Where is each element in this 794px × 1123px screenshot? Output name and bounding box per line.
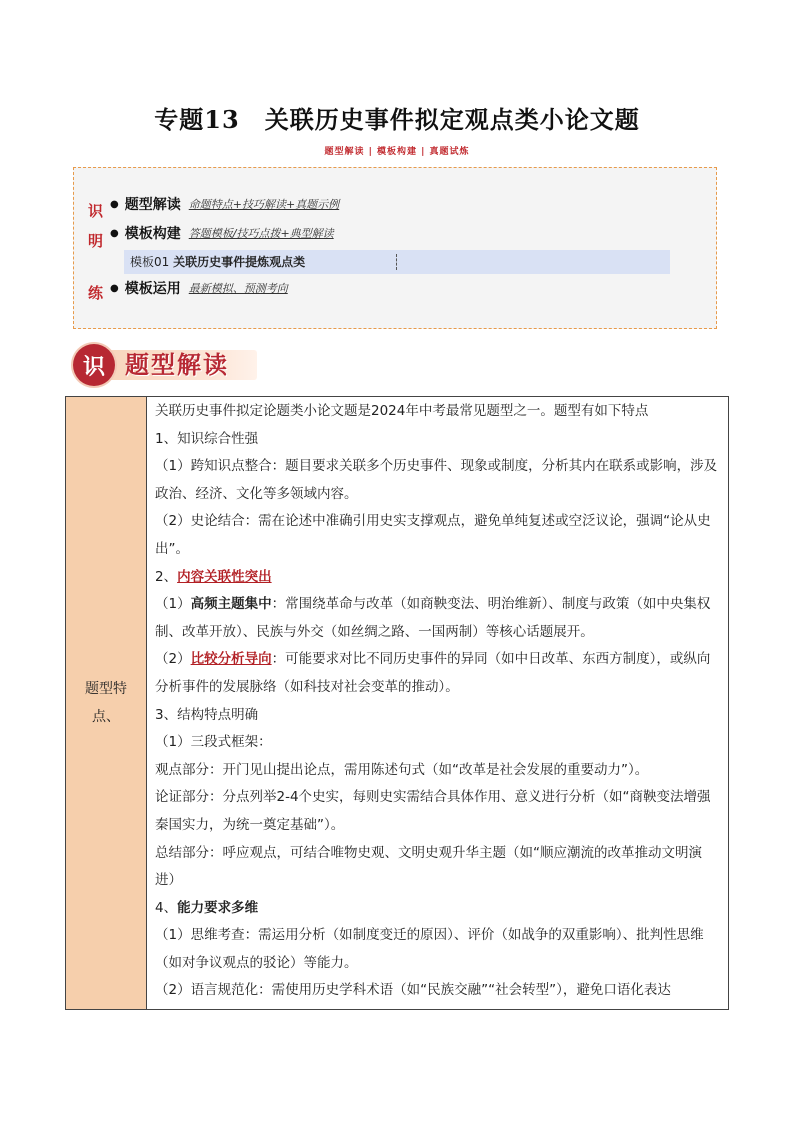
template-divider [396,254,397,270]
paragraph-7: 论证部分：分点列举2-4个史实，每则史实需结合具体作用、意义进行分析（如“商鞅变法增强秦国实力，为统一奠定基础”）。 [155,789,711,833]
paragraph-5: （1）三段式框架： [155,734,272,751]
nav-item-practice[interactable] [110,278,288,298]
side-char-lian: 练 [88,284,104,302]
nav-item-label: 模板运用 [124,281,181,297]
nav-item-label: 模板构建 [124,226,181,242]
nav-item-interpretation[interactable] [110,194,339,214]
nav-item-template[interactable] [110,223,334,243]
template-prefix: 模板01 [130,255,170,269]
page-title: 专题13 关联历史事件拟定观点类小论文题 [154,105,640,134]
section-title: 题型解读 [125,350,229,379]
heading-1: 1、知识综合性强 [155,430,259,447]
template-title: 关联历史事件提炼观点类 [173,255,306,269]
heading-2: 2、内容关联性突出 [155,568,272,585]
paragraph-4: （2）比较分析导向：可能要求对比不同历史事件的异同（如中日改革、东西方制度），或纵向分析事件的发展脉络（如科技对社会变革的推动）。 [155,651,711,695]
nav-item-desc: 命题特点+技巧解读+真题示例 [188,198,340,211]
nav-item-desc: 最新模拟、预测考向 [188,282,288,295]
paragraph-2: （2）史论结合：需在论述中准确引用史实支撑观点，避免单纯复述或空泛议论，强调“论从史出”。 [155,513,711,557]
page-subtitle: 题型解读 | 模板构建 | 真题试炼 [324,147,470,157]
navigation-box [73,167,717,329]
banner-seal-icon: 识 [73,344,115,386]
intro-text: 关联历史事件拟定论题类小论文题是2024年中考最常见题型之一。题型有如下特点 [155,403,649,419]
paragraph-1: （1）跨知识点整合：题目要求关联多个历史事件、现象或制度，分析其内在联系或影响，涉及政治、经济、文化等多领域内容。 [155,458,718,502]
paragraph-8: 总结部分：呼应观点，可结合唯物史观、文明史观升华主题（如“顺应潮流的改革推动文明演进） [155,844,702,889]
template-link[interactable] [124,250,670,274]
paragraph-10: （2）语言规范化：需使用历史学科术语（如“民族交融”“社会转型”），避免口语化表达 [155,982,671,999]
nav-item-desc: 答题模板/技巧点拨+典型解读 [188,227,334,240]
paragraph-6: 观点部分：开门见山提出论点，需用陈述句式（如“改革是社会发展的重要动力”）。 [155,761,649,778]
feature-table [65,396,729,1010]
table-content-cell [147,397,729,1010]
side-char-shi: 识 [88,202,104,220]
paragraph-3: （1）高频主题集中：常围绕革命与改革（如商鞅变法、明治维新）、制度与政策（如中央集权制、改革开放）、民族与外交（如丝绸之路、一国两制）等核心话题展开。 [155,596,711,640]
paragraph-9: （1）思维考查：需运用分析（如制度变迁的原因）、评价（如战争的双重影响）、批判性思维（如对争议观点的驳论）等能力。 [155,927,704,971]
table-label-cell: 题型特点、 [66,397,147,1010]
section-banner [73,344,257,386]
heading-2-title: 内容关联性突出 [177,568,272,585]
heading-3: 3、结构特点明确 [155,706,259,723]
heading-4: 4、能力要求多维 [155,899,259,916]
bullet-icon: ● [110,227,119,239]
side-char-ming: 明 [88,232,104,250]
nav-item-label: 题型解读 [124,197,181,213]
bullet-icon: ● [110,282,119,294]
bullet-icon: ● [110,198,119,210]
